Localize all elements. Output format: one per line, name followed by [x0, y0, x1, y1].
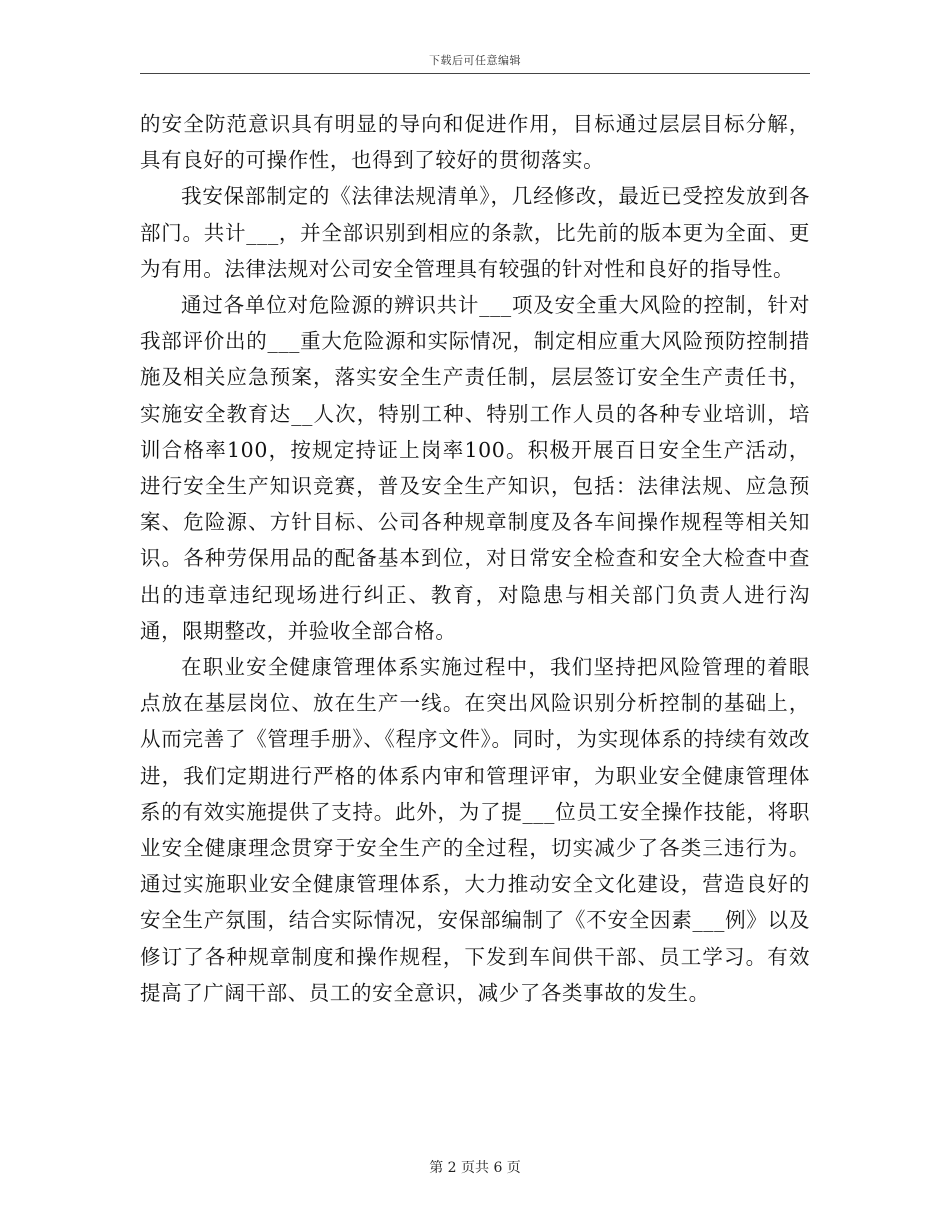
header-divider [140, 73, 810, 74]
paragraph-4: 在职业安全健康管理体系实施过程中，我们坚持把风险管理的着眼点放在基层岗位、放在生产一线。在突出风险识别分析控制的基础上，从而完善了《管理手册》、《程序文件》。同时，为实现体系的持续有效改进，我们定期进行严格的体系内审和管理评审，为职业安全健康管理体系的有效实施提供了支持。此外，为了提___位员工安全操作技能，将职业安全健康理念贯穿于安全生产的全过程，切实减少了各类三违行为。通过实施职业安全健康管理体系，大力推动安全文化建设，营造良好的安全生产氛围，结合实际情况，安保部编制了《不安全因素___例》以及修订了各种规章制度和操作规程，下发到车间供干部、员工学习。有效提高了广阔干部、员工的安全意识，减少了各类事故的发生。 [140, 655, 810, 1005]
page-number-footer: 第 2 页共 6 页 [429, 1160, 521, 1176]
paragraph-2: 我安保部制定的《法律法规清单》，几经修改，最近已受控发放到各部门。共计___，并全部识别到相应的条款，比先前的版本更为全面、更为有用。法律法规对公司安全管理具有较强的针对性和良好的指导性。 [140, 184, 810, 281]
page-header: 下载后可任意编辑 [429, 54, 521, 67]
document-body [140, 106, 810, 1011]
paragraph-1: 的安全防范意识具有明显的导向和促进作用，目标通过层层目标分解，具有良好的可操作性，也得到了较好的贯彻落实。 [140, 112, 810, 173]
paragraph-3: 通过各单位对危险源的辨识共计___项及安全重大风险的控制，针对我部评价出的___重大危险源和实际情况，制定相应重大风险预防控制措施及相关应急预案，落实安全生产责任制，层层签订安全生产责任书，实施安全教育达__人次，特别工种、特别工作人员的各种专业培训，培训合格率100，按规定持证上岗率100。积极开展百日安全生产活动，进行安全生产知识竞赛，普及安全生产知识，包括：法律法规、应急预案、危险源、方针目标、公司各种规章制度及各车间操作规程等相关知识。各种劳保用品的配备基本到位，对日常安全检查和安全大检查中查出的违章违纪现场进行纠正、教育，对隐患与相关部门负责人进行沟通，限期整改，并验收全部合格。 [140, 293, 810, 643]
